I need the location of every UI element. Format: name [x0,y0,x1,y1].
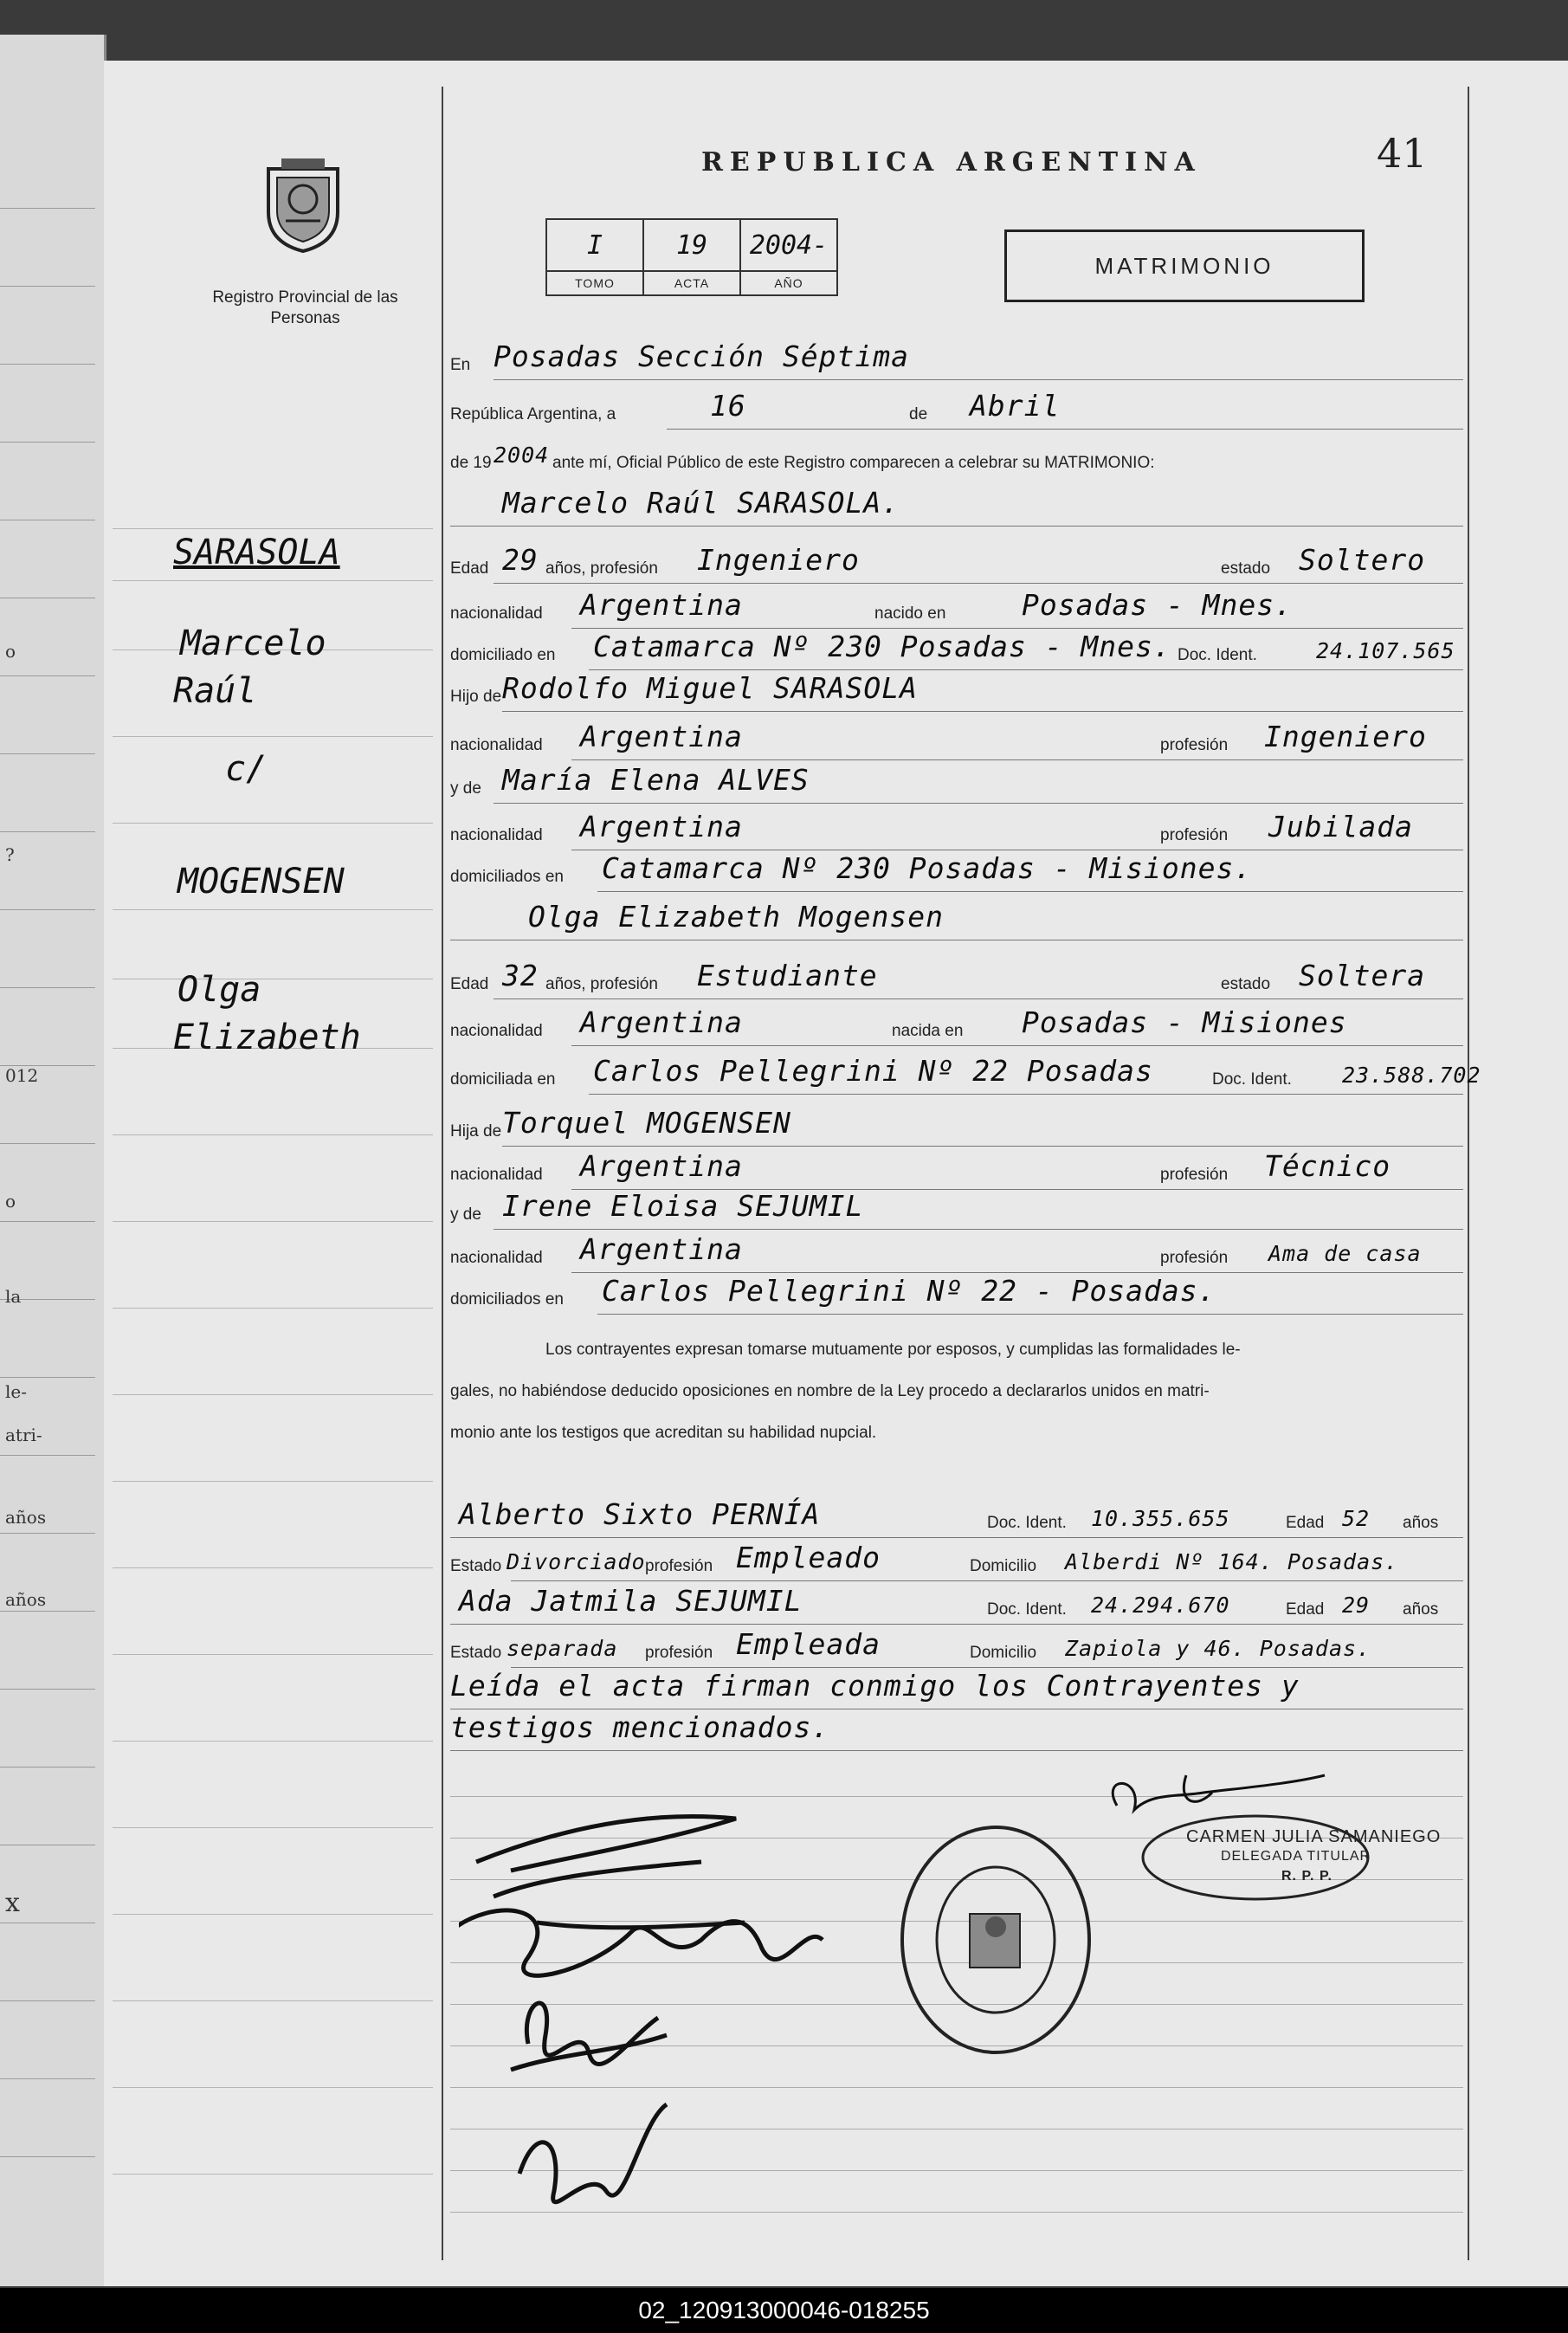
ano-label: AÑO [740,271,837,295]
field-label: de 19 [450,454,492,472]
field-value: Posadas Sección Séptima [494,339,909,373]
field-value: 23.588.702 [1342,1063,1481,1088]
prev-page-fragment: o [5,1191,16,1212]
prev-page-fragment: x [5,1888,20,1918]
ruled-line [0,1611,95,1612]
declaration-line: monio ante los testigos que acreditan su habilidad nupcial. [450,1424,877,1442]
field-value: Carlos Pellegrini Nº 22 Posadas [593,1054,1153,1088]
field-label: profesión [1160,736,1229,754]
register-reference-box [545,218,838,296]
ruled-line [0,1455,95,1456]
page-number: 41 [1377,130,1428,177]
field-label: años [1403,1600,1439,1619]
field-value: Catamarca Nº 230 Posadas - Misiones. [602,851,1253,885]
witness2-name: Ada Jatmila SEJUMIL [459,1584,803,1618]
field-value: Argentina [580,810,743,843]
prev-page-fragment: o [5,641,16,662]
field-value: Posadas - Mnes. [1022,588,1294,622]
form-row-date [450,391,1463,433]
ruled-line [113,1481,433,1482]
form-row-bride-name [450,902,1463,944]
field-value: Torquel MOGENSEN [502,1106,791,1140]
official-name: CARMEN JULIA SAMANIEGO [1186,1827,1442,1846]
field-label: domiciliada en [450,1070,556,1089]
form-row-bride-nationality [450,1005,1463,1050]
registry-label: Registro Provincial de las Personas [212,288,398,327]
form-row-bride-age [450,961,1463,1003]
form-row-place [450,339,1463,384]
form-row-groom-nationality [450,588,1463,632]
field-label: estado [1221,975,1271,993]
bride-name: Olga Elizabeth Mogensen [528,900,944,934]
ruled-line [0,364,95,365]
prev-page-fragment: la [5,1286,22,1307]
groom-name: Marcelo Raúl SARASOLA. [502,486,900,520]
ruled-line [0,1689,95,1690]
field-label: Edad [1286,1514,1325,1532]
ruled-line [0,1221,95,1222]
ruled-line [113,1308,433,1309]
ruled-line [113,1567,433,1568]
prev-page-fragment: le- [5,1381,27,1402]
form-row-bride-father-nat [450,1149,1463,1193]
coat-of-arms-icon [255,152,351,255]
ruled-line [113,1134,433,1135]
ruled-line [0,1767,95,1768]
field-label: Edad [450,559,489,578]
right-margin-rule [1468,87,1469,2260]
closing-text: Leída el acta firman conmigo los Contrayentes y [450,1669,1300,1703]
page-title: REPUBLICA ARGENTINA [701,147,1202,178]
field-value: Zapiola y 46. Posadas. [1065,1636,1371,1661]
ruled-line [113,1827,433,1828]
ruled-line [0,1143,95,1144]
ruled-line [113,736,433,737]
official-org: R. P. P. [1281,1869,1332,1884]
field-label: estado [1221,559,1271,578]
field-value: Argentina [580,1005,743,1039]
field-label: Doc. Ident. [1212,1070,1292,1089]
field-label: profesión [645,1557,713,1575]
field-label: Domicilio [970,1557,1037,1575]
register-page [104,61,1568,2286]
field-label: nacionalidad [450,736,543,754]
ruled-line [0,286,95,287]
field-label: nacionalidad [450,1249,543,1267]
field-label: nacionalidad [450,1022,543,1040]
witness1-name: Alberto Sixto PERNÍA [459,1497,821,1531]
field-label: República Argentina, a [450,405,616,423]
column-divider [442,87,443,2260]
signature-area [459,1758,1463,2243]
acta-value: 19 [643,219,740,271]
margin-conjunction: c/ [225,749,268,789]
ruled-line [113,2174,433,2175]
field-label: de [909,405,928,423]
form-row-groom-father-nat [450,722,1463,764]
declaration-line: gales, no habiéndose deducido oposiciones en nombre de la Ley procedo a declararlos unidos en matri- [450,1382,1210,1400]
ruled-line [0,987,95,988]
field-label: nacido en [874,604,946,623]
field-value: Empleada [736,1627,881,1661]
acta-label: ACTA [643,271,740,295]
prev-page-fragment: años [5,1589,47,1610]
field-label: nacionalidad [450,604,543,623]
form-row-groom-father [450,671,1463,715]
ruled-line [0,2078,95,2079]
field-label: profesión [645,1644,713,1662]
field-label: Edad [1286,1600,1325,1619]
ruled-line [113,1394,433,1395]
form-row-witness2-name [450,1584,1463,1628]
margin-bride-given: Elizabeth [173,1018,361,1057]
field-value: Alberdi Nº 164. Posadas. [1065,1549,1399,1574]
field-value: 29 [1342,1593,1371,1618]
groom-signature [476,1816,736,1897]
field-value: María Elena ALVES [502,763,810,797]
ruled-line [113,1741,433,1742]
ruled-line [0,442,95,443]
margin-bride-surname: MOGENSEN [177,862,345,902]
field-label: nacionalidad [450,826,543,844]
official-signature [1113,1775,1325,1810]
margin-groom-given: Raúl [173,671,257,711]
field-value: Argentina [580,1149,743,1183]
field-value: 29 [502,543,539,577]
ruled-line [113,580,433,581]
field-label: años [1403,1514,1439,1532]
field-value: 16 [710,389,746,423]
field-value: Jubilada [1268,810,1413,843]
form-row-bride-address [450,1054,1481,1098]
tomo-label: TOMO [546,271,643,295]
form-row-groom-mother [450,763,1463,807]
field-label: Edad [450,975,489,993]
form-row-bride-mother-nat [450,1232,1463,1276]
field-value: 24.294.670 [1091,1593,1230,1618]
field-value: Argentina [580,720,743,753]
field-label: años, profesión [545,975,658,993]
form-row-closing [450,1671,1463,1713]
ano-value: 2004- [740,219,837,271]
field-value: Posadas - Misiones [1022,1005,1347,1039]
field-label: Estado [450,1557,502,1575]
field-value: Argentina [580,1232,743,1266]
document-type-box: MATRIMONIO [1004,229,1365,302]
form-row-bride-mother [450,1189,1463,1233]
form-row-closing [450,1710,1463,1755]
field-value: Argentina [580,588,743,622]
field-label: ante mí, Oficial Público de este Registro comparecen a celebrar su MATRIMONIO: [552,454,1155,472]
margin-groom-given: Marcelo [180,624,326,663]
field-value: 24.107.565 [1316,638,1455,663]
field-value: separada [507,1636,618,1661]
field-value: Ingeniero [697,543,860,577]
field-label: domiciliados en [450,1290,564,1309]
ruled-line [0,1533,95,1534]
ruled-line [113,1221,433,1222]
field-label: profesión [1160,1166,1229,1184]
tomo-value: I [546,219,643,271]
bride-signature [459,1910,823,1975]
field-value: 10.355.655 [1091,1506,1230,1531]
field-label: profesión [1160,1249,1229,1267]
field-label: Doc. Ident. [987,1514,1067,1532]
ruled-line [0,2156,95,2157]
prev-page-fragment: 012 [5,1065,39,1086]
previous-page-edge [0,35,106,2286]
form-row-witness1-details [450,1543,1463,1585]
ruled-line [0,2000,95,2001]
official-role: DELEGADA TITULAR [1221,1849,1371,1864]
ruled-line [0,753,95,754]
field-label: nacida en [892,1022,964,1040]
field-label: y de [450,1205,481,1224]
field-label: Doc. Ident. [987,1600,1067,1619]
form-row-groom-parents-address [450,851,1463,895]
field-value: Catamarca Nº 230 Posadas - Mnes. [593,630,1171,663]
field-label: y de [450,779,481,798]
field-label: nacionalidad [450,1166,543,1184]
ruled-line [0,909,95,910]
form-row-groom-age [450,543,1463,587]
form-row-bride-father [450,1108,1463,1150]
witness1-signature [511,2003,667,2070]
ruled-line [113,1914,433,1915]
ruled-line [0,675,95,676]
image-id-bar: 02_120913000046-018255 [0,2288,1568,2333]
field-label: En [450,356,471,374]
declaration-line: Los contrayentes expresan tomarse mutuamente por esposos, y cumplidas las formalidades le- [545,1341,1241,1359]
ruled-line [113,2000,433,2001]
field-value: Irene Eloisa SEJUMIL [502,1189,864,1223]
field-value: Empleado [736,1541,881,1574]
ruled-line [113,823,433,824]
closing-text: testigos mencionados. [450,1710,830,1744]
ruled-line [0,1377,95,1378]
field-value: 52 [1342,1506,1371,1531]
ruled-line [113,909,433,910]
prev-page-fragment: años [5,1507,47,1528]
field-label: Hija de [450,1122,502,1141]
prev-page-fragment: atri- [5,1425,42,1445]
ruled-line [113,2087,433,2088]
ruled-line [113,1654,433,1655]
field-value: Abril [970,389,1061,423]
field-label: Domicilio [970,1644,1037,1662]
margin-groom-surname: SARASOLA [173,533,340,572]
registry-seal-icon [902,1827,1089,2052]
ruled-line [0,208,95,209]
field-label: domiciliado en [450,646,556,664]
field-value: Ingeniero [1264,720,1427,753]
field-value: Soltero [1299,543,1426,577]
margin-bride-given: Olga [177,970,261,1010]
field-value: Divorciado [507,1549,646,1574]
form-row-groom-name [450,488,1463,530]
field-label: Doc. Ident. [1178,646,1257,664]
field-value: Ama de casa [1268,1241,1422,1266]
ruled-line [0,831,95,832]
field-value: Rodolfo Miguel SARASOLA [502,671,918,705]
form-row-groom-address [450,632,1463,674]
field-label: Estado [450,1644,502,1662]
prev-page-fragment: ? [5,844,15,865]
field-label: domiciliados en [450,868,564,886]
field-value: Estudiante [697,959,878,992]
witness2-signature [519,2104,667,2202]
form-row-bride-parents-address [450,1276,1463,1318]
declaration-paragraph [450,1329,1463,1454]
field-value: Soltera [1299,959,1426,992]
field-label: profesión [1160,826,1229,844]
field-value: 2004 [494,443,550,468]
field-label: años, profesión [545,559,658,578]
field-value: 32 [502,959,539,992]
field-value: Carlos Pellegrini Nº 22 - Posadas. [602,1274,1216,1308]
field-value: Técnico [1264,1149,1391,1183]
form-row-year [450,440,1463,481]
form-row-witness2-details [450,1627,1463,1671]
form-row-groom-mother-nat [450,812,1463,854]
form-row-witness1-name [450,1497,1463,1541]
margin-column [104,61,442,2286]
field-label: Hijo de [450,688,502,706]
ruled-line [113,528,433,529]
